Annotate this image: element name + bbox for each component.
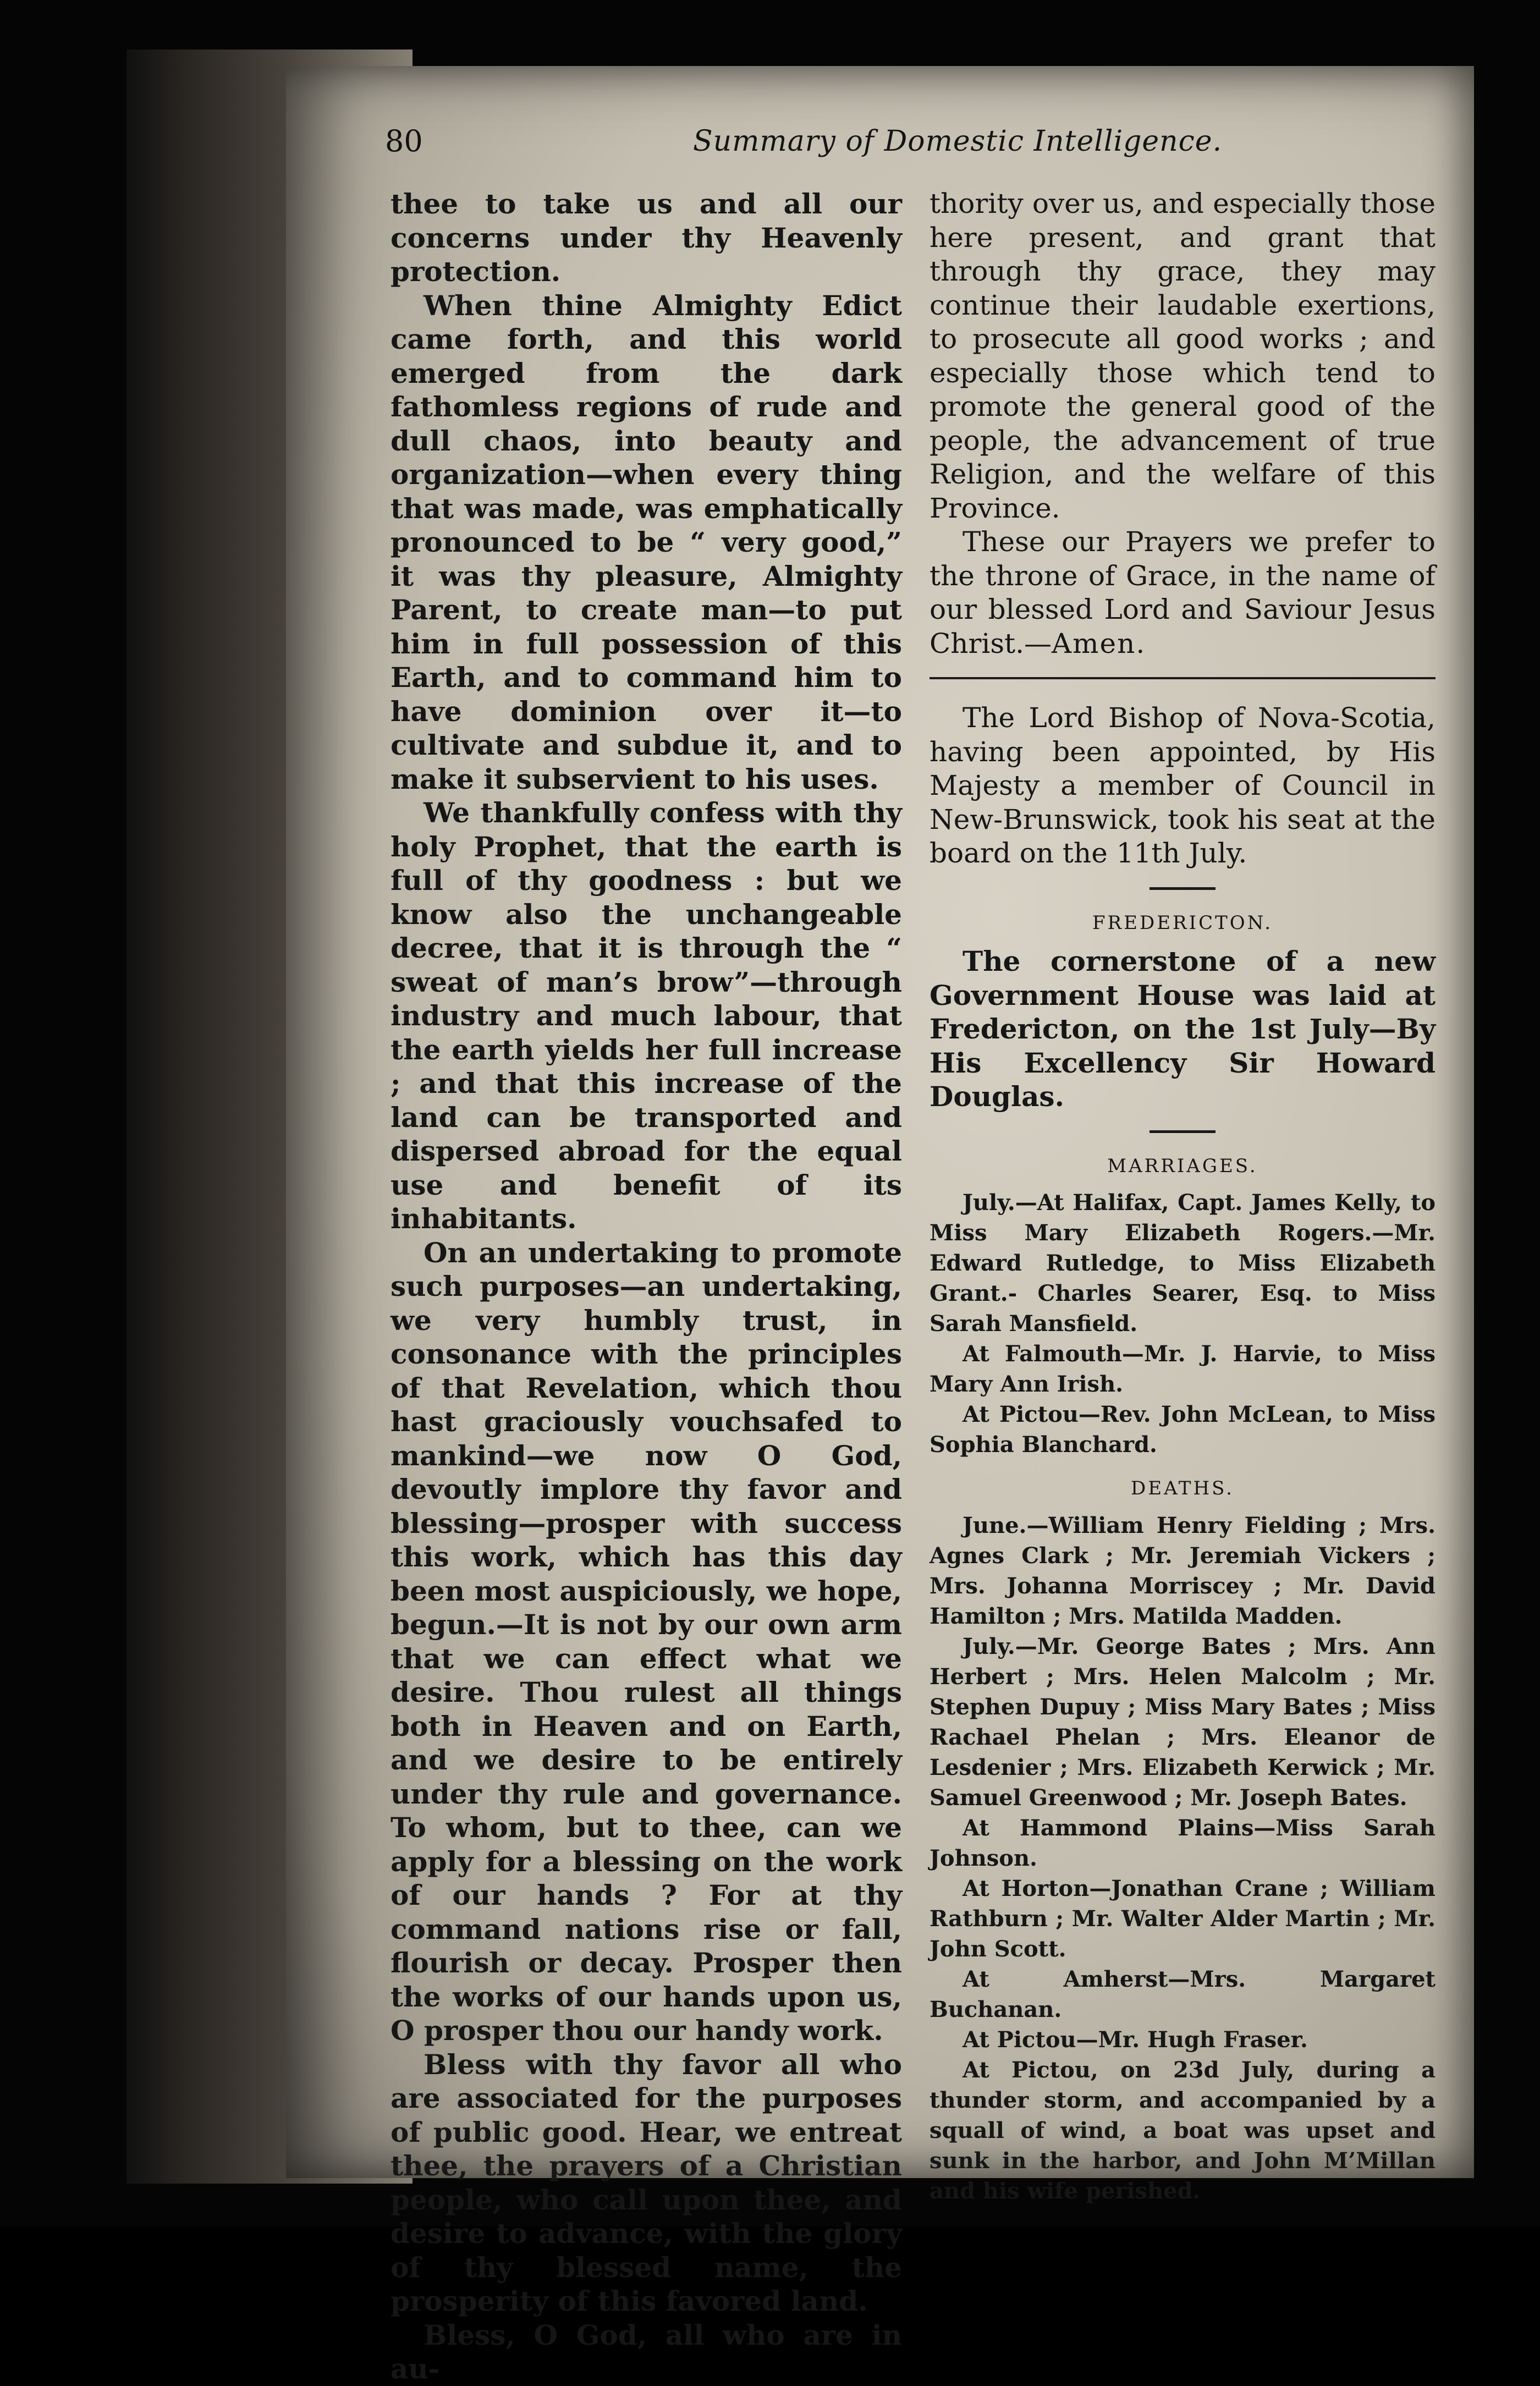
deaths-heading: DEATHS. — [1131, 1477, 1234, 1499]
paragraph: Bless, O God, all who are in au- — [391, 2318, 902, 2385]
list-item: At Pictou—Mr. Hugh Fraser. — [963, 2026, 1308, 2053]
fredericton-notice: The cornerstone of a new Government House was laid at Fredericton, on the 1st July—By His Excellency Sir Howard Douglas. — [930, 945, 1436, 1113]
list-item: At Pictou, on 23d July, during a thunder storm, and accompanied by a squall of wind, a boat was upset and sunk in the harbor, and John M’Millan and his wife perished. — [930, 2057, 1436, 2204]
page-number: 80 — [385, 124, 423, 158]
list-item: At Amherst—Mrs. Margaret Buchanan. — [930, 1966, 1436, 2022]
list-item: At Pictou—Rev. John McLean, to Miss Sophia Blanchard. — [930, 1401, 1436, 1458]
list-item: July.—Mr. George Bates ; Mrs. Ann Herbert ; Mrs. Helen Malcolm ; Mr. Stephen Dupuy ; Miss Mary Bates ; Miss Rachael Phelan ; Mrs. Eleanor de Lesdenier ; Mrs. Elizabeth Kerwick ; Mr. Samuel Greenwood ; Mr. Joseph Bates. — [930, 1633, 1436, 1811]
list-item: At Hammond Plains—Miss Sarah Johnson. — [930, 1815, 1436, 1871]
running-head: Summary of Domestic Intelligence. — [693, 125, 1223, 158]
bishop-notice: The Lord Bishop of Nova-Scotia, having been appointed, by His Majesty a member of Council in New-Brunswick, took his seat at the board on the 11th July. — [930, 702, 1436, 869]
paragraph: Bless with thy favor all who are associated for the purposes of public good. Hear, we entreat thee, the prayers of a Christian people, who call upon thee, and desire to advance, with the glory of thy blessed name, the prosperity of this favored land. — [391, 2048, 902, 2317]
deaths-list — [930, 1510, 1436, 2206]
list-item: June.—William Henry Fielding ; Mrs. Agnes Clark ; Mr. Jeremiah Vickers ; Mrs. Johanna Morriscey ; Mr. David Hamilton ; Mrs. Matilda Madden. — [930, 1512, 1436, 1629]
section-divider — [1150, 887, 1216, 890]
prayer-continuation: thority over us, and especially those here present, and grant that through thy grace, they may continue their laudable exertions, to prosecute all good works ; and especially those which tend to promote the general good of the people, the advancement of true Religion, and the welfare of this Province. — [930, 188, 1436, 524]
page-header — [385, 124, 1441, 162]
marriages-list — [930, 1187, 1436, 1460]
paragraph: We thankfully confess with thy holy Prophet, that the earth is full of thy goodness : but we know also the unchangeable decree, that it is through the “ sweat of man’s brow”—through industry and much labour, that the earth yields her full increase ; and that this increase of the land can be transported and dispersed abroad for the equal use and benefit of its inhabitants. — [391, 796, 902, 1235]
right-column — [930, 187, 1436, 2206]
list-item: July.—At Halifax, Capt. James Kelly, to Miss Mary Elizabeth Rogers.—Mr. Edward Rutledge, to Miss Elizabeth Grant.- Charles Searer, Esq. to Miss Sarah Mansfield. — [930, 1190, 1436, 1337]
paragraph: On an undertaking to promote such purposes—an undertaking, we very humbly trust, in consonance with the principles of that Revelation, which thou hast graciously vouchsafed to mankind—we now O God, devoutly implore thy favor and blessing—prosper with success this work, which has this day been most auspiciously, we hope, begun.—It is not by our own arm that we can effect what we desire. Thou rulest all things both in Heaven and on Earth, and we desire to be entirely under thy rule and governance. To whom, but to thee, can we apply for a blessing on the work of our hands ? For at thy command nations rise or fall, flourish or decay. Prosper then the works of our hands upon us, O prosper thou our handy work. — [391, 1236, 902, 2047]
list-item: At Horton—Jonathan Crane ; William Rathburn ; Mr. Walter Alder Martin ; Mr. John Scott. — [930, 1875, 1436, 1962]
prayer-close-text: These our Prayers we prefer to the throne of Grace, in the name of our blessed Lord and Saviour Jesus Christ.— — [930, 526, 1436, 659]
amen: Amen. — [1052, 627, 1146, 659]
section-divider — [930, 677, 1436, 679]
paragraph: thee to take us and all our concerns under thy Heavenly protection. — [391, 188, 902, 288]
prayer-close — [930, 525, 1436, 661]
section-divider — [1150, 1130, 1216, 1133]
left-column — [391, 187, 902, 2386]
paragraph: When thine Almighty Edict came forth, and this world emerged from the dark fathomless regions of rude and dull chaos, into beauty and organization—when every thing that was made, was emphatically pronounced to be “ very good,” it was thy pleasure, Almighty Parent, to create man—to put him in full possession of this Earth, and to command him to have dominion over it—to cultivate and subdue it, and to make it subservient to his uses. — [391, 289, 902, 795]
marriages-heading: MARRIAGES. — [1107, 1154, 1258, 1177]
list-item: At Falmouth—Mr. J. Harvie, to Miss Mary Ann Irish. — [930, 1341, 1436, 1397]
fredericton-heading: FREDERICTON. — [1092, 911, 1273, 934]
